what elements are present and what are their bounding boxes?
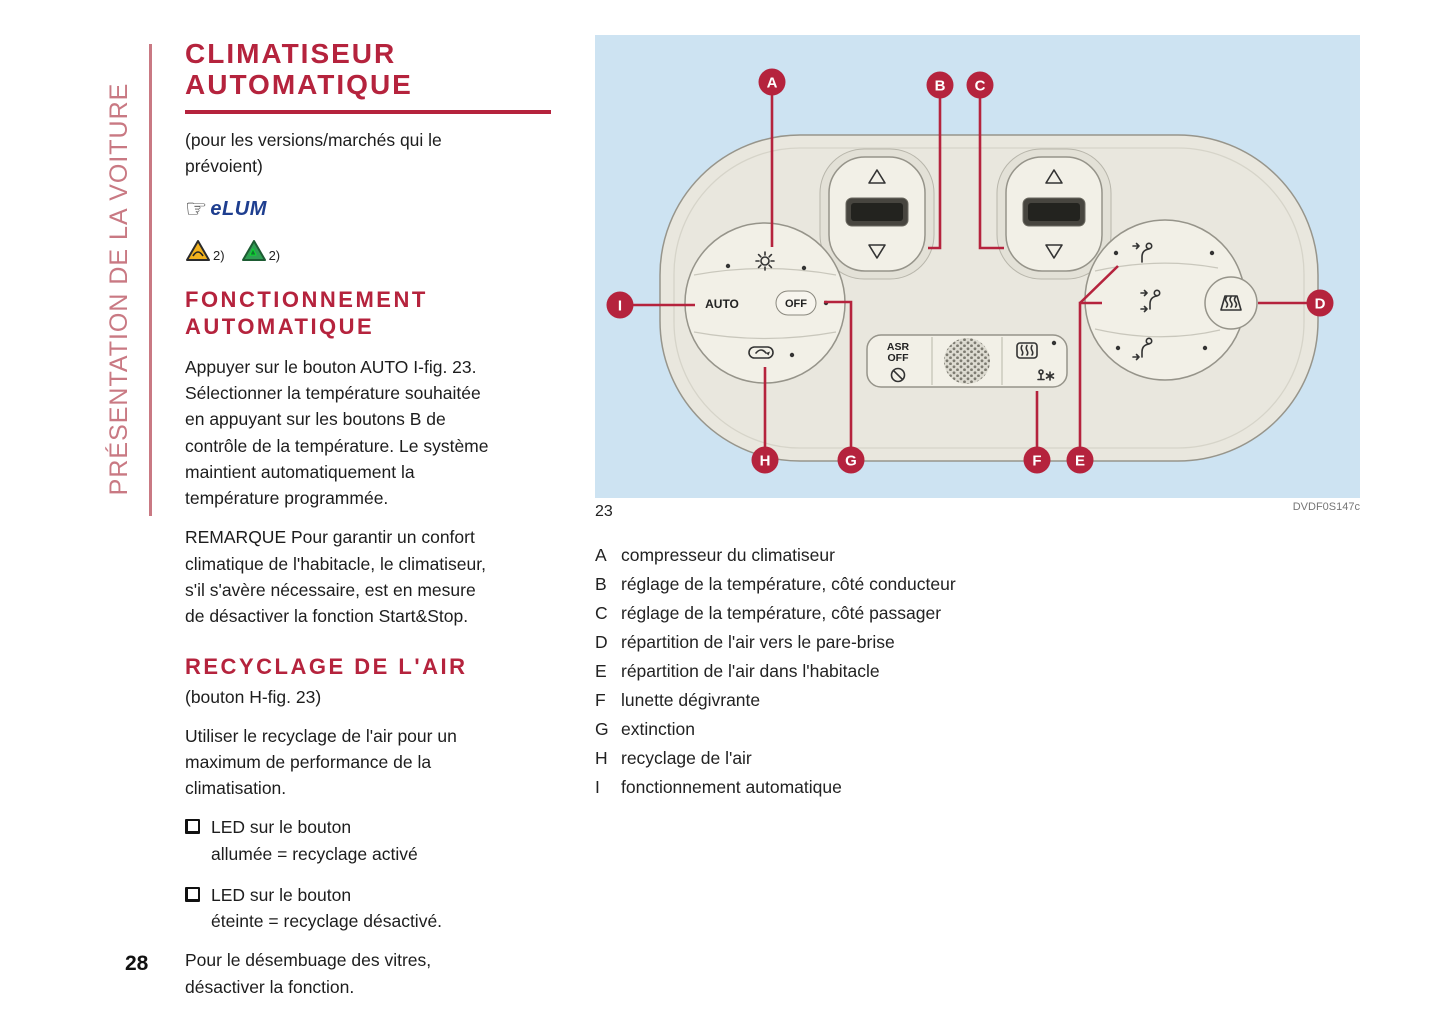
square-bullet-icon bbox=[185, 819, 200, 834]
warning-references bbox=[185, 239, 567, 262]
legend-text: fonctionnement automatique bbox=[621, 777, 842, 797]
callout-f bbox=[1024, 447, 1051, 474]
figure-legend bbox=[595, 545, 1360, 798]
legend-item bbox=[595, 748, 1360, 769]
callout-g bbox=[838, 447, 865, 474]
warning-triangle-yellow-icon bbox=[185, 239, 211, 262]
svg-text:A: A bbox=[766, 74, 778, 92]
figure-column bbox=[595, 35, 1360, 806]
warning-item bbox=[241, 239, 281, 262]
figure-number: 23 bbox=[595, 503, 613, 520]
article-title: CLIMATISEUR AUTOMATIQUE bbox=[185, 38, 413, 101]
square-bullet-icon bbox=[185, 887, 200, 902]
callout-c bbox=[967, 72, 994, 99]
legend-key: C bbox=[595, 603, 608, 623]
windshield-defrost-button bbox=[1205, 277, 1257, 329]
figure-code: DVDF0S147c bbox=[1292, 501, 1360, 513]
legend-item bbox=[595, 661, 1360, 682]
legend-key: D bbox=[595, 632, 608, 652]
center-button-cluster bbox=[867, 335, 1067, 387]
list-item bbox=[185, 814, 567, 867]
speaker-grille bbox=[944, 338, 990, 384]
elum-reference bbox=[185, 197, 567, 222]
chapter-title-vertical: PRÉSENTATION DE LA VOITURE bbox=[105, 82, 133, 496]
legend-text: compresseur du climatiseur bbox=[621, 545, 835, 565]
legend-text: recyclage de l'air bbox=[621, 748, 752, 768]
temp-control-passenger bbox=[997, 149, 1111, 279]
svg-text:OFF: OFF bbox=[887, 352, 909, 364]
paragraph-auto-2: REMARQUE Pour garantir un confort climatique de l'habitacle, le climatiseur, s'il s'avère nécessaire, est en mesure de désactiver la fonction Start&Stop. bbox=[185, 527, 486, 627]
climate-panel-illustration bbox=[595, 35, 1360, 498]
chapter-rule bbox=[149, 44, 152, 516]
availability-note: (pour les versions/marchés qui le prévoient) bbox=[185, 129, 442, 176]
svg-text:E: E bbox=[1074, 452, 1086, 470]
legend-item bbox=[595, 777, 1360, 798]
callout-d bbox=[1307, 290, 1334, 317]
legend-text: réglage de la température, côté conducteur bbox=[621, 574, 956, 594]
legend-item bbox=[595, 574, 1360, 595]
callout-e bbox=[1067, 447, 1094, 474]
legend-text: répartition de l'air vers le pare-brise bbox=[621, 632, 895, 652]
svg-text:C: C bbox=[974, 77, 986, 95]
legend-text: réglage de la température, côté passager bbox=[621, 603, 942, 623]
callout-a bbox=[759, 69, 786, 96]
paragraph-recycle-1: Utiliser le recyclage de l'air pour un maximum de performance de la climatisation. bbox=[185, 725, 457, 799]
elum-logo: eLUM bbox=[210, 198, 267, 221]
legend-text: extinction bbox=[621, 719, 695, 739]
pointing-hand-icon: ☞ bbox=[185, 195, 208, 224]
climate-panel-figure bbox=[595, 35, 1360, 498]
svg-text:OFF: OFF bbox=[785, 298, 807, 310]
svg-text:B: B bbox=[934, 77, 946, 95]
temp-control-driver bbox=[820, 149, 934, 279]
off-button bbox=[776, 291, 816, 315]
section-heading-auto: FONCTIONNEMENT AUTOMATIQUE bbox=[185, 287, 428, 340]
svg-text:G: G bbox=[845, 452, 857, 470]
left-dial bbox=[685, 223, 845, 383]
legend-item bbox=[595, 690, 1360, 711]
legend-item bbox=[595, 603, 1360, 624]
figure-meta bbox=[595, 503, 1360, 521]
list-item bbox=[185, 882, 567, 935]
legend-text: lunette dégivrante bbox=[621, 690, 761, 710]
legend-item bbox=[595, 545, 1360, 566]
legend-key: G bbox=[595, 719, 609, 739]
warning-footnote-ref: 2) bbox=[213, 248, 225, 264]
svg-text:F: F bbox=[1032, 452, 1042, 470]
svg-text:D: D bbox=[1314, 295, 1326, 313]
title-rule bbox=[185, 110, 551, 114]
legend-key: E bbox=[595, 661, 607, 681]
legend-key: H bbox=[595, 748, 608, 768]
recycle-subnote: (bouton H-fig. 23) bbox=[185, 687, 322, 708]
main-text-column bbox=[185, 38, 567, 1000]
callout-i bbox=[607, 292, 634, 319]
legend-item bbox=[595, 632, 1360, 653]
legend-item bbox=[595, 719, 1360, 740]
auto-button-label: AUTO bbox=[705, 297, 739, 311]
legend-text: répartition de l'air dans l'habitacle bbox=[621, 661, 880, 681]
paragraph-recycle-2: Pour le désembuage des vitres, désactiver la fonction. bbox=[185, 950, 432, 997]
svg-text:ASR: ASR bbox=[886, 341, 910, 353]
bullet-text: LED sur le bouton allumée = recyclage activé bbox=[211, 817, 418, 864]
legend-key: B bbox=[595, 574, 607, 594]
callout-b bbox=[927, 72, 954, 99]
bullet-text: LED sur le bouton éteinte = recyclage désactivé. bbox=[211, 884, 443, 932]
section-heading-recycle: RECYCLAGE DE L'AIR bbox=[185, 654, 468, 680]
warning-footnote-ref: 2) bbox=[268, 248, 281, 264]
svg-text:H: H bbox=[759, 452, 771, 470]
warning-item bbox=[185, 239, 225, 262]
legend-key: I bbox=[595, 777, 600, 797]
paragraph-auto-1: Appuyer sur le bouton AUTO I-fig. 23. Sélectionner la température souhaitée en appuyant sur les boutons B de contrôle de la température. Le système maintient automatiquement la température programmée. bbox=[185, 356, 489, 509]
warning-triangle-green-icon bbox=[241, 239, 267, 262]
legend-key: A bbox=[595, 545, 607, 565]
svg-text:I: I bbox=[617, 297, 623, 315]
legend-key: F bbox=[595, 690, 606, 710]
page-number: 28 bbox=[125, 952, 149, 975]
callout-h bbox=[752, 447, 779, 474]
